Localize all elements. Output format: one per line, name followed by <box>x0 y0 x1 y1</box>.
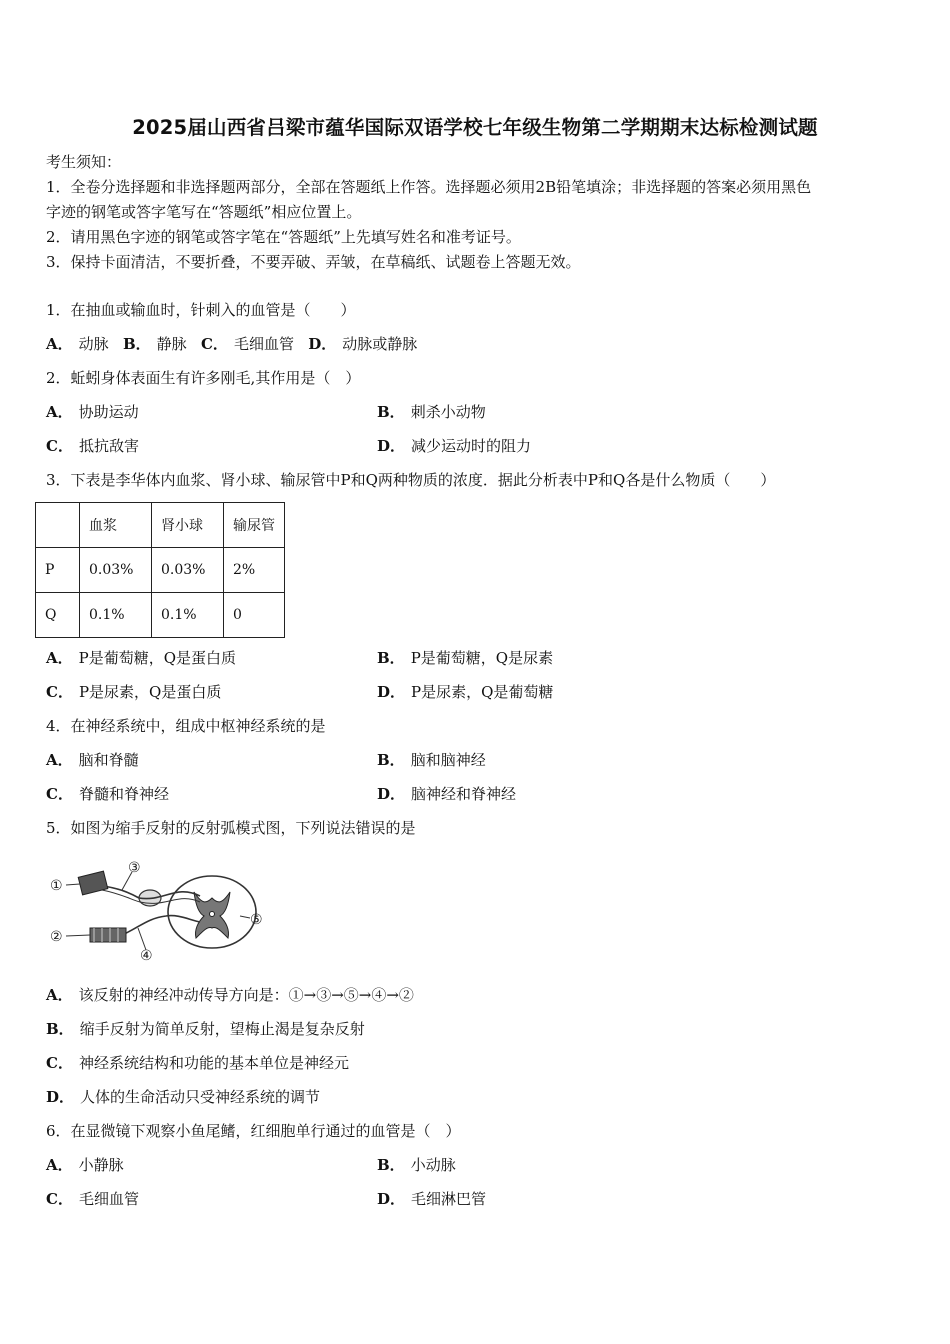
label-2-leader <box>66 935 90 936</box>
q6-option-d <box>377 1189 486 1209</box>
q2-option-b <box>377 402 486 422</box>
q1-option-d-text: 动脉或静脉 <box>342 335 418 353</box>
label-3: ③ <box>128 860 141 876</box>
question-4-stem: 4．在神经系统中，组成中枢神经系统的是 <box>46 717 326 735</box>
q3-option-d-text: P是尿素，Q是葡萄糖 <box>411 683 554 701</box>
instructions-heading: 考生须知： <box>46 153 122 171</box>
q1-option-c-text: 毛细血管 <box>233 335 294 353</box>
q5-option-a-label: A． <box>46 986 73 1004</box>
q2-option-c-text: 抵抗敌害 <box>78 437 139 455</box>
q6-option-c-text: 毛细血管 <box>78 1190 139 1208</box>
label-1-leader <box>66 884 80 885</box>
q6-option-b <box>377 1155 456 1175</box>
reflex-arc-figure <box>44 858 274 964</box>
table-cell: 0 <box>224 593 285 638</box>
q4-option-b-label: B． <box>377 751 405 769</box>
q6-option-a-text: 小静脉 <box>78 1156 124 1174</box>
q6-option-c <box>46 1189 139 1209</box>
question-1-options <box>46 334 417 354</box>
table-cell: 0.1% <box>80 593 152 638</box>
q6-option-a-label: A． <box>46 1156 73 1174</box>
q1-option-a-text: 动脉 <box>78 335 109 353</box>
q2-option-b-label: B． <box>377 403 405 421</box>
q5-option-d-text: 人体的生命活动只受神经系统的调节 <box>80 1088 321 1106</box>
question-5-stem: 5．如图为缩手反射的反射弧模式图，下列说法错误的是 <box>46 819 416 837</box>
q6-option-d-label: D． <box>377 1190 406 1208</box>
table-header-cell: 输尿管 <box>224 503 285 548</box>
instruction-line-2: 字迹的钢笔或答字笔写在“答题纸”相应位置上。 <box>46 203 362 221</box>
instruction-line-3: 2．请用黑色字迹的钢笔或答字笔在“答题纸”上先填写姓名和准考证号。 <box>46 228 521 246</box>
table-row <box>36 593 285 638</box>
label-5: ⑤ <box>250 912 263 928</box>
q5-option-c-text: 神经系统结构和功能的基本单位是神经元 <box>78 1054 349 1072</box>
q3-option-c-text: P是尿素，Q是蛋白质 <box>78 683 222 701</box>
q2-option-d-label: D． <box>377 437 406 455</box>
q5-option-b-label: B． <box>46 1020 74 1038</box>
q1-option-b-label: B． <box>122 335 151 353</box>
receptor <box>78 871 108 895</box>
question-6-stem: 6．在显微镜下观察小鱼尾鳍，红细胞单行通过的血管是（ ） <box>46 1122 461 1140</box>
q5-option-b <box>46 1019 365 1039</box>
table-header-row <box>36 503 285 548</box>
q3-option-b <box>377 648 553 668</box>
table-row <box>36 548 285 593</box>
q4-option-b <box>377 750 486 770</box>
q3-option-b-text: P是葡萄糖，Q是尿素 <box>410 649 554 667</box>
table-header-cell <box>36 503 80 548</box>
q5-option-d <box>46 1087 320 1107</box>
q6-option-b-text: 小动脉 <box>410 1156 456 1174</box>
q4-option-c <box>46 784 169 804</box>
effector <box>90 928 126 942</box>
table-cell: Q <box>36 593 80 638</box>
concentration-table <box>35 502 285 638</box>
q3-option-d-label: D． <box>377 683 406 701</box>
question-1-stem: 1．在抽血或输血时，针刺入的血管是（ ） <box>46 301 356 319</box>
q1-option-b-text: 静脉 <box>156 335 187 353</box>
label-1: ① <box>50 878 63 894</box>
label-4-leader <box>138 928 146 950</box>
q3-option-a <box>46 648 236 668</box>
table-cell: P <box>36 548 80 593</box>
question-3-stem: 3．下表是李华体内血浆、肾小球、输尿管中P和Q两种物质的浓度．据此分析表中P和Q各是什么物质（ ） <box>46 471 776 489</box>
q4-option-d-text: 脑神经和脊神经 <box>411 785 517 803</box>
q5-option-c <box>46 1053 349 1073</box>
table-header-cell: 血浆 <box>80 503 152 548</box>
q1-option-c-label: C． <box>200 335 228 353</box>
q2-option-d-text: 减少运动时的阻力 <box>411 437 532 455</box>
q6-option-b-label: B． <box>377 1156 405 1174</box>
table-cell: 0.03% <box>80 548 152 593</box>
q4-option-c-text: 脊髓和脊神经 <box>78 785 169 803</box>
q6-option-a <box>46 1155 124 1175</box>
q4-option-a-text: 脑和脊髓 <box>78 751 139 769</box>
table-header-cell: 肾小球 <box>152 503 224 548</box>
q1-option-d-label: D． <box>308 335 337 353</box>
motor-nerve <box>124 916 200 934</box>
q6-option-c-label: C． <box>46 1190 73 1208</box>
label-4: ④ <box>140 948 153 964</box>
q2-option-a <box>46 402 139 422</box>
label-5-leader <box>240 916 250 918</box>
q4-option-c-label: C． <box>46 785 73 803</box>
q4-option-a <box>46 750 139 770</box>
q3-option-c <box>46 682 221 702</box>
q5-option-a <box>46 985 414 1005</box>
instruction-line-1: 1．全卷分选择题和非选择题两部分，全部在答题纸上作答。选择题必须用2B铅笔填涂；非选择题的答案必须用黑色 <box>46 178 812 196</box>
q4-option-b-text: 脑和脑神经 <box>410 751 486 769</box>
q2-option-c-label: C． <box>46 437 73 455</box>
q5-option-c-label: C． <box>46 1054 73 1072</box>
q3-option-c-label: C． <box>46 683 73 701</box>
q4-option-d-label: D． <box>377 785 406 803</box>
label-2: ② <box>50 929 63 945</box>
q2-option-a-text: 协助运动 <box>78 403 139 421</box>
central-canal <box>210 912 215 917</box>
q2-option-c <box>46 436 139 456</box>
q1-option-a-label: A． <box>46 335 73 353</box>
table-cell: 0.03% <box>152 548 224 593</box>
q2-option-b-text: 刺杀小动物 <box>410 403 486 421</box>
instruction-line-4: 3．保持卡面清洁，不要折叠，不要弄破、弄皱，在草稿纸、试题卷上答题无效。 <box>46 253 581 271</box>
table-cell: 2% <box>224 548 285 593</box>
exam-title: 2025届山西省吕梁市蕴华国际双语学校七年级生物第二学期期末达标检测试题 <box>132 116 818 139</box>
q2-option-d <box>377 436 531 456</box>
q3-option-a-text: P是葡萄糖，Q是蛋白质 <box>78 649 237 667</box>
q5-option-d-label: D． <box>46 1088 75 1106</box>
q4-option-d <box>377 784 516 804</box>
q6-option-d-text: 毛细淋巴管 <box>411 1190 487 1208</box>
q3-option-b-label: B． <box>377 649 405 667</box>
q4-option-a-label: A． <box>46 751 73 769</box>
q5-option-b-text: 缩手反射为简单反射，望梅止渴是复杂反射 <box>79 1020 365 1038</box>
q5-option-a-text: 该反射的神经冲动传导方向是：①→③→⑤→④→② <box>78 986 414 1004</box>
q3-option-d <box>377 682 553 702</box>
table-cell: 0.1% <box>152 593 224 638</box>
question-2-stem: 2．蚯蚓身体表面生有许多刚毛,其作用是（ ） <box>46 369 361 387</box>
q2-option-a-label: A． <box>46 403 73 421</box>
q3-option-a-label: A． <box>46 649 73 667</box>
